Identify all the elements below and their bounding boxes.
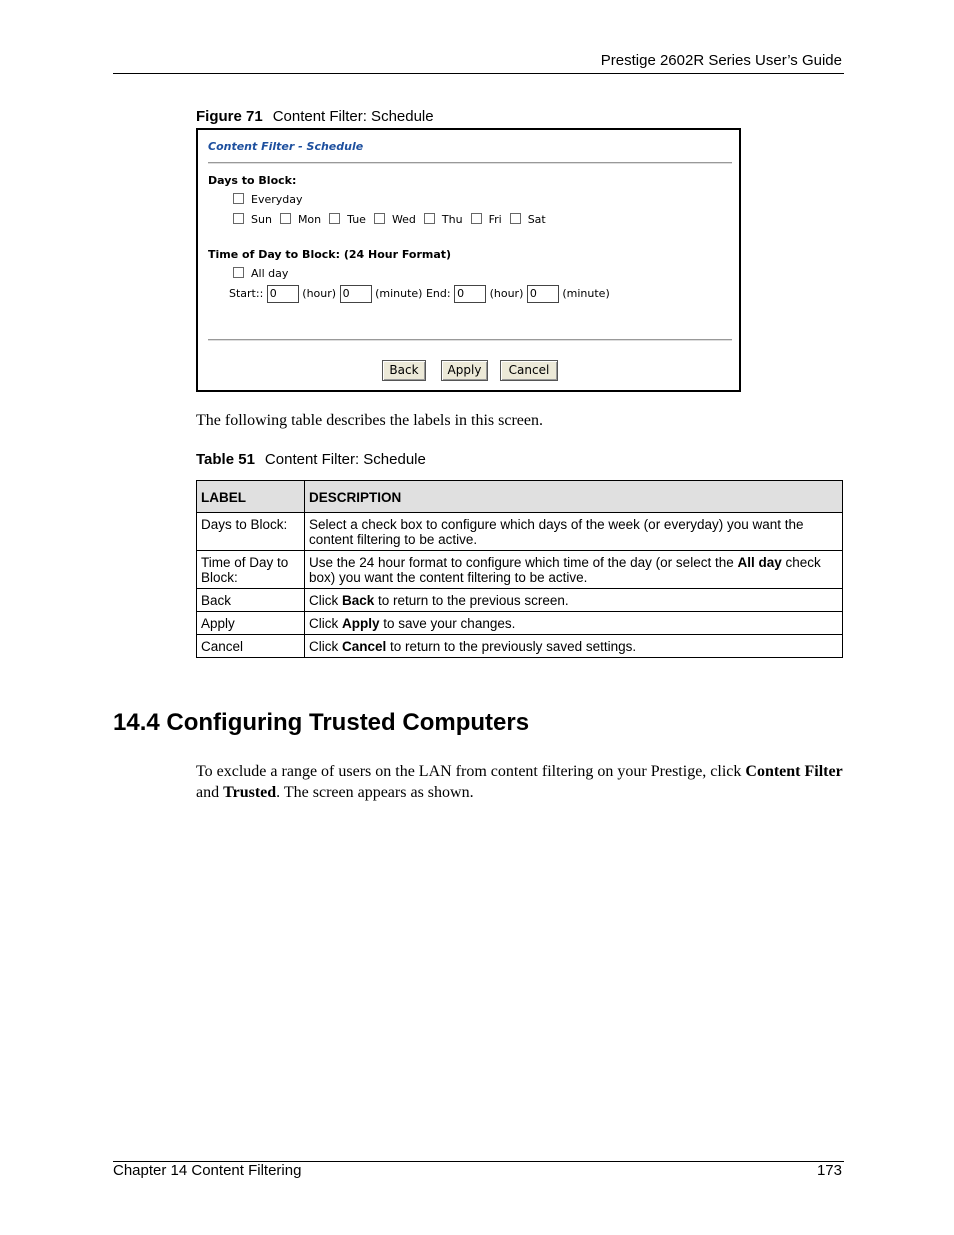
screen-divider-bottom <box>208 339 732 341</box>
all-day-row <box>233 267 288 280</box>
section-text-segment: Content Filter <box>745 763 843 780</box>
row-label: Cancel <box>197 635 305 658</box>
day-checkbox-fri[interactable] <box>471 213 482 224</box>
description-segment: Click <box>309 639 342 654</box>
description-segment: Select a check box to configure which days of the week (or everyday) you want the content filtering to be active. <box>309 517 804 547</box>
start-label: Start:: <box>229 287 264 300</box>
description-segment: Click <box>309 616 342 631</box>
day-checkbox-sat[interactable] <box>510 213 521 224</box>
table-row <box>197 589 843 612</box>
day-checkbox-wed[interactable] <box>374 213 385 224</box>
table-row <box>197 513 843 551</box>
screen-panel <box>196 128 741 392</box>
description-segment: Back <box>342 593 375 608</box>
cancel-button[interactable]: Cancel <box>500 360 558 381</box>
end-minute-input[interactable]: 0 <box>527 285 559 303</box>
description-segment: Use the 24 hour format to configure which time of the day (or select the <box>309 555 738 570</box>
footer-chapter: Chapter 14 Content Filtering <box>113 1162 302 1179</box>
header-description: DESCRIPTION <box>305 481 843 513</box>
description-segment: to return to the previous screen. <box>374 593 569 608</box>
day-checkbox-thu[interactable] <box>424 213 435 224</box>
apply-button[interactable]: Apply <box>441 360 488 381</box>
description-segment: to save your changes. <box>379 616 516 631</box>
all-day-checkbox[interactable] <box>233 267 244 278</box>
table-number: Table 51 <box>196 451 255 468</box>
day-label-sat: Sat <box>527 213 546 226</box>
table-row <box>197 635 843 658</box>
end-hour-unit: (hour) <box>489 287 524 300</box>
minute-end-label: (minute) End: <box>375 287 451 300</box>
everyday-label: Everyday <box>251 193 303 206</box>
day-label-wed: Wed <box>391 213 416 226</box>
section-text-segment: . The screen appears as shown. <box>276 784 474 801</box>
everyday-checkbox[interactable] <box>233 193 244 204</box>
row-label: Back <box>197 589 305 612</box>
start-hour-unit: (hour) <box>302 287 337 300</box>
description-table <box>196 480 843 658</box>
row-description <box>305 635 843 658</box>
table-header-row <box>197 481 843 513</box>
description-segment: to return to the previously saved settings. <box>386 639 637 654</box>
row-description <box>305 589 843 612</box>
row-label: Apply <box>197 612 305 635</box>
section-heading: 14.4 Configuring Trusted Computers <box>113 709 530 736</box>
section-text-segment: and <box>196 784 224 801</box>
day-label-thu: Thu <box>441 213 463 226</box>
end-hour-input[interactable]: 0 <box>454 285 486 303</box>
day-label-fri: Fri <box>488 213 502 226</box>
end-minute-unit: (minute) <box>562 287 610 300</box>
day-label-mon: Mon <box>297 213 322 226</box>
figure-caption <box>196 108 434 125</box>
days-to-block-label: Days to Block: <box>208 174 297 187</box>
days-row <box>233 213 554 226</box>
section-text-segment: To exclude a range of users on the LAN from content filtering on your Prestige, click <box>196 763 746 780</box>
row-description <box>305 612 843 635</box>
start-hour-input[interactable]: 0 <box>267 285 299 303</box>
row-label: Time of Day to Block: <box>197 551 305 589</box>
intro-paragraph: The following table describes the labels in this screen. <box>196 412 544 429</box>
screen-title: Content Filter - Schedule <box>208 140 364 153</box>
description-segment: Click <box>309 593 342 608</box>
header-title: Prestige 2602R Series User’s Guide <box>600 52 842 69</box>
time-range-row <box>229 285 610 303</box>
row-label: Days to Block: <box>197 513 305 551</box>
day-checkbox-sun[interactable] <box>233 213 244 224</box>
description-segment: Apply <box>342 616 380 631</box>
everyday-row <box>233 193 303 206</box>
table-caption <box>196 451 426 468</box>
time-of-day-label: Time of Day to Block: (24 Hour Format) <box>208 248 452 261</box>
table-title: Content Filter: Schedule <box>264 451 426 468</box>
header-rule <box>113 73 844 74</box>
description-segment: Cancel <box>342 639 387 654</box>
all-day-label: All day <box>251 267 289 280</box>
table-row <box>197 551 843 589</box>
figure-title: Content Filter: Schedule <box>272 108 434 125</box>
day-checkbox-mon[interactable] <box>280 213 291 224</box>
section-paragraph <box>196 761 843 803</box>
back-button[interactable]: Back <box>382 360 426 381</box>
screen-divider-top <box>208 162 732 164</box>
section-text-segment: Trusted <box>223 784 277 801</box>
day-label-sun: Sun <box>251 213 272 226</box>
figure-number: Figure 71 <box>196 108 263 125</box>
table-row <box>197 612 843 635</box>
description-segment: All day <box>737 555 782 570</box>
row-description <box>305 513 843 551</box>
header-label: LABEL <box>197 481 305 513</box>
day-label-tue: Tue <box>347 213 366 226</box>
day-checkbox-tue[interactable] <box>329 213 340 224</box>
footer-page-number: 173 <box>816 1162 842 1179</box>
start-minute-input[interactable]: 0 <box>340 285 372 303</box>
row-description <box>305 551 843 589</box>
description-segment: check box) you want the content filtering to be active. <box>309 555 821 585</box>
